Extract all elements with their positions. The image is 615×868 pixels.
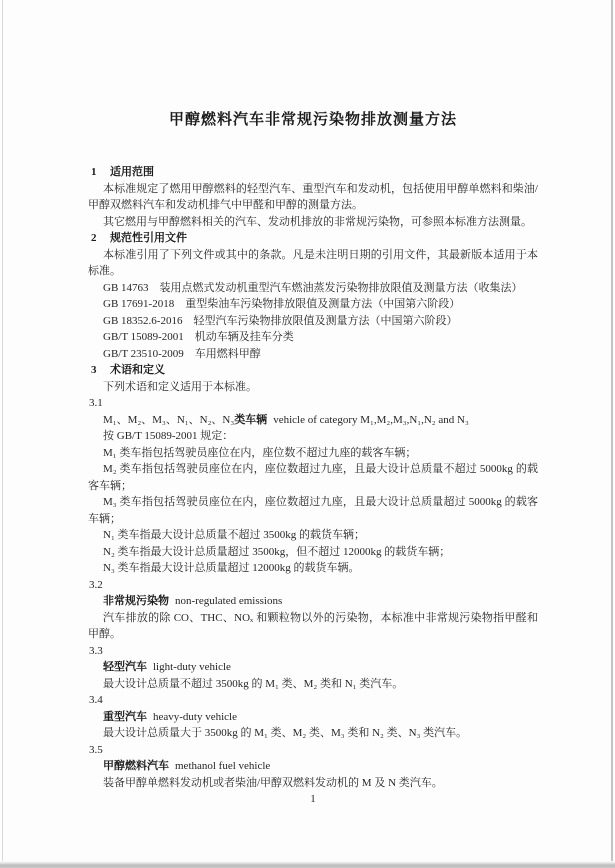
clause-3-3-body: 最大设计总质量不超过 3500kg 的 M₁ 类、M₂ 类和 N₁ 类汽车。 <box>103 677 404 690</box>
reference-item <box>103 296 538 313</box>
clause-3-5-body: 装备甲醇单燃料发动机或者柴油/甲醇双燃料发动机的 M 及 N 类汽车。 <box>103 776 443 789</box>
reference-title: 装用点燃式发动机重型汽车燃油蒸发污染物排放限值及测量方法（收集法） <box>159 281 523 294</box>
clause-3-1-line: N₃ 类车指最大设计总质量超过 12000kg 的载货车辆。 <box>103 562 360 574</box>
clause-3-1-line: N₁ 类车指最大设计总质量不超过 3500kg 的载货车辆； <box>103 529 366 541</box>
clause-3-2-term <box>103 593 538 610</box>
section-2-heading <box>88 230 538 247</box>
term-zh: 甲醇燃料汽车 <box>103 760 169 772</box>
reference-code: GB 17691-2018 <box>103 298 175 310</box>
section-1-heading <box>88 164 538 181</box>
page-number: 1 <box>310 793 316 805</box>
clause-3-1-line: 按 GB/T 15089-2001 规定： <box>103 430 234 442</box>
reference-code: GB/T 15089-2001 <box>103 331 184 343</box>
term-zh: 非常规污染物 <box>103 595 169 607</box>
section-3-heading <box>88 362 538 379</box>
clause-3-4-label: 3.4 <box>89 694 103 706</box>
section-3-number: 3 <box>91 364 97 376</box>
page-left-edge-line <box>2 0 3 861</box>
page-right-edge-line <box>611 0 613 868</box>
section-1-paragraph-2: 其它燃用与甲醇燃料相关的汽车、发动机排放的非常规污染物，可参照本标准方法测量。 <box>103 215 532 228</box>
term-zh: 轻型汽车 <box>103 661 147 673</box>
section-1-paragraph-1: 本标准规定了燃用甲醇燃料的轻型汽车、重型汽车和发动机，包括使用甲醇单燃料和柴油/甲醇双燃料汽车和发动机排气中甲醛和甲醇的测量方法。 <box>88 182 538 211</box>
reference-code: GB 14763 <box>103 281 149 294</box>
clause-3-1-label: 3.1 <box>89 397 103 409</box>
clause-3-1-line: M₂ 类车指包括驾驶员座位在内，座位数超过九座，且最大设计总质量不超过 5000kg 的载客车辆； <box>88 463 538 492</box>
clause-3-2-label: 3.2 <box>89 578 103 591</box>
clause-3-3-term <box>103 659 538 676</box>
section-3-intro: 下列术语和定义适用于本标准。 <box>103 380 257 393</box>
term-prefix: M₁、M₂、M₃、N₁、N₂、N₃ <box>103 413 235 426</box>
term-en: non-regulated emissions <box>175 595 283 607</box>
clause-3-1-line: M₁ 类车指包括驾驶员座位在内，座位数不超过九座的载客车辆； <box>103 446 417 459</box>
document-title: 甲醇燃料汽车非常规污染物排放测量方法 <box>168 112 457 128</box>
reference-item <box>103 329 538 346</box>
term-zh: 类车辆 <box>234 413 268 426</box>
clause-3-5-term <box>103 758 538 775</box>
reference-title: 机动车辆及挂车分类 <box>194 331 294 343</box>
term-en: vehicle of category M₁,M₂,M₃,N₁,N₂ and N₃ <box>273 413 469 426</box>
section-3-heading-text: 术语和定义 <box>110 364 165 376</box>
page-bottom-shadow <box>0 861 615 868</box>
clause-3-3-label: 3.3 <box>89 644 103 657</box>
reference-title: 车用燃料甲醇 <box>194 347 261 360</box>
page-content <box>88 0 538 805</box>
clause-3-1-line: N₂ 类车指最大设计总质量超过 3500kg，但不超过 12000kg 的载货车辆； <box>103 545 451 558</box>
term-zh: 重型汽车 <box>103 710 147 723</box>
reference-code: GB 18352.6-2016 <box>103 314 183 327</box>
section-1-heading-text: 适用范围 <box>110 166 154 178</box>
clause-3-5-label: 3.5 <box>89 743 103 756</box>
section-2-number: 2 <box>91 232 97 244</box>
reference-title: 重型柴油车污染物排放限值及测量方法（中国第六阶段） <box>185 298 461 310</box>
document-body <box>88 164 538 791</box>
term-en: light-duty vehicle <box>153 661 231 673</box>
clause-3-4-body: 最大设计总质量大于 3500kg 的 M₁ 类、M₂ 类、M₃ 类和 N₂ 类、N₃ 类汽车。 <box>103 727 468 739</box>
term-en: heavy-duty vehicle <box>153 710 237 723</box>
reference-item <box>103 313 538 330</box>
clause-3-1-term <box>103 412 538 429</box>
reference-item <box>103 346 538 363</box>
reference-code: GB/T 23510-2009 <box>103 347 184 360</box>
section-2-intro: 本标准引用了下列文件或其中的条款。凡是未注明日期的引用文件，其最新版本适用于本标准。 <box>88 248 538 277</box>
section-1-number: 1 <box>91 166 97 178</box>
clause-3-1-line: M₃ 类车指包括驾驶员座位在内，座位数超过九座，且最大设计总质量超过 5000kg 的载客车辆； <box>88 496 538 525</box>
section-2-heading-text: 规范性引用文件 <box>110 232 187 244</box>
term-en: methanol fuel vehicle <box>175 760 271 772</box>
reference-title: 轻型汽车污染物排放限值及测量方法（中国第六阶段） <box>193 314 458 327</box>
clause-3-2-body: 汽车排放的除 CO、THC、NOₓ 和颗粒物以外的污染物，本标准中非常规污染物指甲醛和甲醇。 <box>88 611 538 640</box>
clause-3-4-term <box>103 709 538 726</box>
reference-item <box>103 280 538 297</box>
